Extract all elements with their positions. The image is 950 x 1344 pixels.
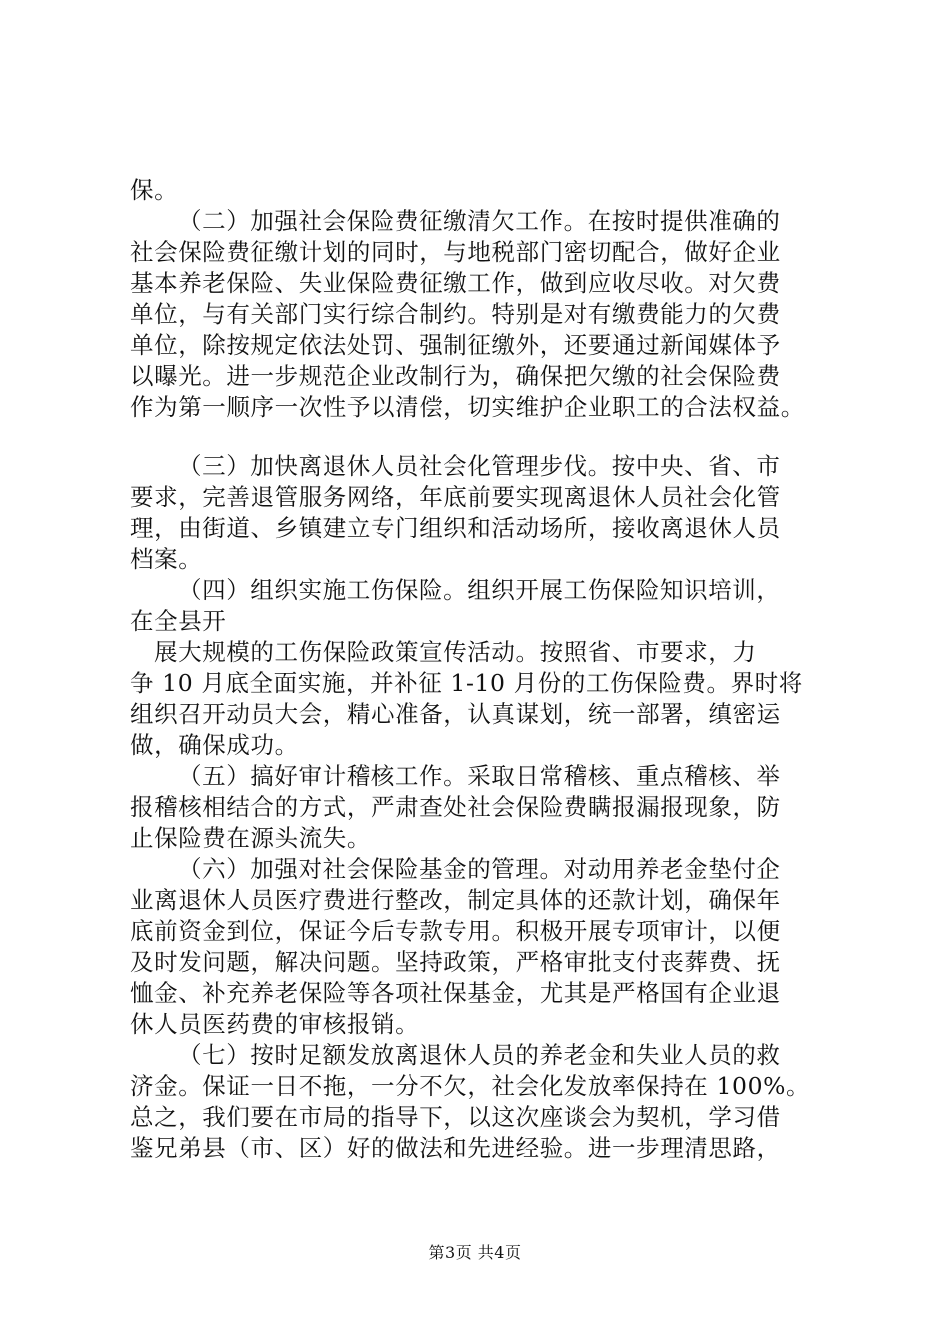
text-line: 档案。 <box>130 545 203 573</box>
text-line: 理，由街道、乡镇建立专门组织和活动场所，接收离退休人员 <box>130 514 781 542</box>
text-line: 社会保险费征缴计划的同时，与地税部门密切配合，做好企业 <box>130 238 781 266</box>
text-line: 保。 <box>130 176 179 204</box>
text-line: 在全县开 <box>130 607 227 635</box>
text-line: 争 10 月底全面实施，并补征 1-10 月份的工伤保险费。界时将 <box>130 669 803 697</box>
text-line: 止保险费在源头流失。 <box>130 824 371 852</box>
text-line: 基本养老保险、失业保险费征缴工作，做到应收尽收。对欠费 <box>130 269 781 297</box>
text-line: 济金。保证一日不拖，一分不欠，社会化发放率保持在 100%。 <box>130 1072 811 1100</box>
text-line: （四）组织实施工伤保险。组织开展工伤保险知识培训， <box>178 576 781 604</box>
text-line: 要求，完善退管服务网络，年底前要实现离退休人员社会化管 <box>130 483 781 511</box>
text-line: 以曝光。进一步规范企业改制行为，确保把欠缴的社会保险费 <box>130 362 781 390</box>
text-line: （三）加快离退休人员社会化管理步伐。按中央、省、市 <box>178 452 781 480</box>
text-line: 单位，与有关部门实行综合制约。特别是对有缴费能力的欠费 <box>130 300 781 328</box>
text-line: （七）按时足额发放离退休人员的养老金和失业人员的救 <box>178 1041 781 1069</box>
text-line: 展大规模的工伤保险政策宣传活动。按照省、市要求，力 <box>154 638 757 666</box>
page-number-footer: 第3页 共4页 <box>428 1243 522 1262</box>
text-line: 休人员医药费的审核报销。 <box>130 1010 420 1038</box>
text-line: 鉴兄弟县（市、区）好的做法和先进经验。进一步理清思路， <box>130 1134 781 1162</box>
text-line: 总之，我们要在市局的指导下，以这次座谈会为契机，学习借 <box>130 1103 781 1131</box>
text-line: 及时发问题，解决问题。坚持政策，严格审批支付丧葬费、抚 <box>130 948 781 976</box>
text-line: 单位，除按规定依法处罚、强制征缴外，还要通过新闻媒体予 <box>130 331 781 359</box>
text-line: （六）加强对社会保险基金的管理。对动用养老金垫付企 <box>178 855 781 883</box>
text-line: （二）加强社会保险费征缴清欠工作。在按时提供准确的 <box>178 207 781 235</box>
text-line: 作为第一顺序一次性予以清偿，切实维护企业职工的合法权益。 <box>130 393 805 421</box>
text-line: 报稽核相结合的方式，严肃查处社会保险费瞒报漏报现象，防 <box>130 793 781 821</box>
text-line: 组织召开动员大会，精心准备，认真谋划，统一部署，缜密运 <box>130 700 781 728</box>
text-line: 业离退休人员医疗费进行整改，制定具体的还款计划，确保年 <box>130 886 781 914</box>
text-line: （五）搞好审计稽核工作。采取日常稽核、重点稽核、举 <box>178 762 781 790</box>
text-line: 恤金、补充养老保险等各项社保基金，尤其是严格国有企业退 <box>130 979 781 1007</box>
text-line: 底前资金到位，保证今后专款专用。积极开展专项审计，以便 <box>130 917 781 945</box>
text-line: 做，确保成功。 <box>130 731 299 759</box>
